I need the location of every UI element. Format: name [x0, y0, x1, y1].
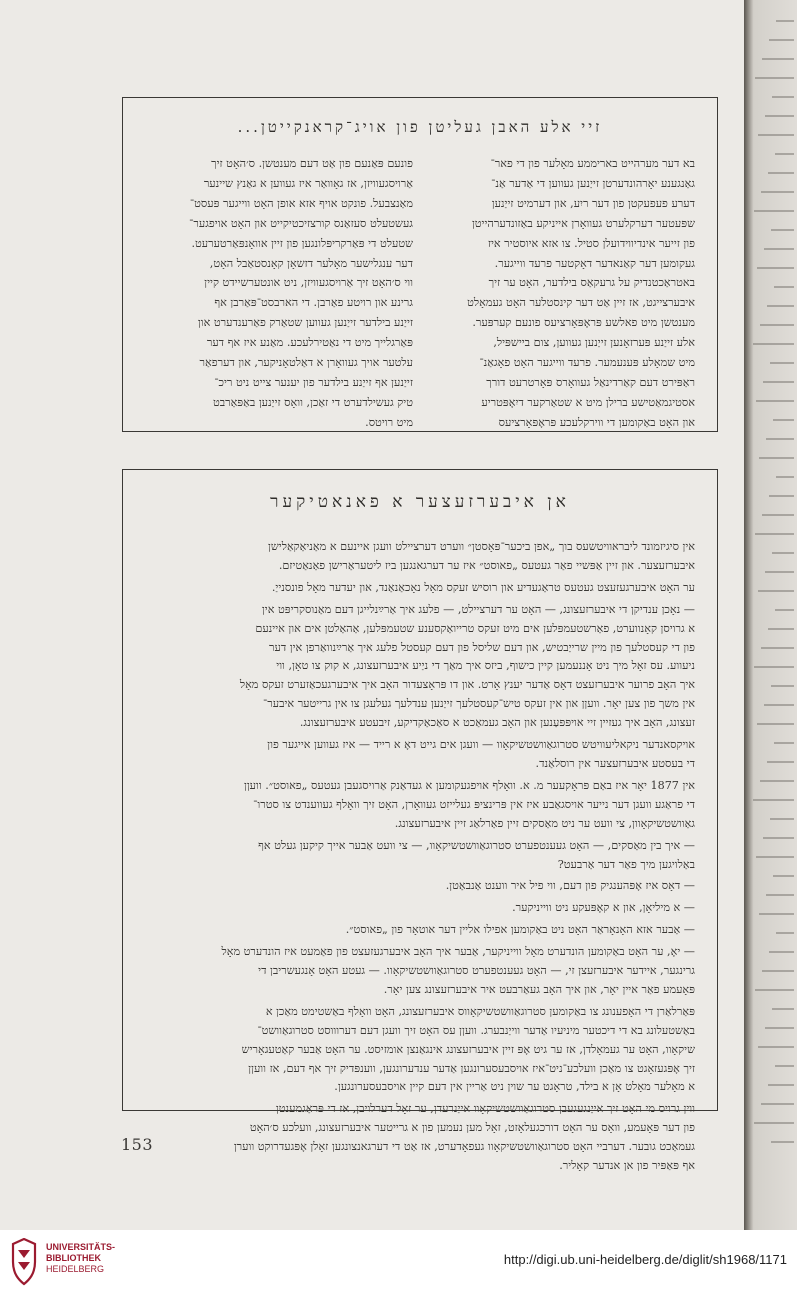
- text-line: פון דער פּאָעמע, וואָס ער האָט דורכגעלאָזט, זאָל מען נעמען פון א גרייטער איבערזעצונג, וועלכע ס׳האָט: [249, 1121, 695, 1135]
- text-line: שפּעטער דערקלערט געוואָרן אייניקע באַזונדערהייטן: [471, 216, 695, 230]
- article-box-top: [122, 97, 718, 432]
- text-column-left: [145, 154, 413, 433]
- adjacent-page-text-fragment: [773, 419, 794, 421]
- library-name-line3: HEIDELBERG: [46, 1264, 105, 1274]
- viewer-footer: [0, 1230, 797, 1296]
- text-line: און האָט באַקומען די ווירקלעכע פּראָפּאָרציעס: [498, 415, 695, 429]
- text-line: די פראַגע וועגן דער נייער אויסגאַבע איז אין פּרינציפּ געלייזט געוואָרן, האָט זיך וואָלף געווענדט צו סטרו־: [253, 797, 695, 811]
- article-body: [145, 538, 695, 1176]
- adjacent-page-text-fragment: [764, 704, 794, 706]
- adjacent-page-text-fragment: [760, 324, 794, 326]
- adjacent-page-edge: [744, 0, 797, 1230]
- adjacent-page-text-fragment: [764, 248, 794, 250]
- text-line: דער ענגלישער מאָלער דזשאָן קאָנסטאַבל האָט,: [209, 256, 413, 270]
- text-line: אף פּאַפּיר פון אן אנדער קאָליר.: [559, 1159, 695, 1173]
- adjacent-page-text-fragment: [775, 609, 794, 611]
- text-line: מענטשן מיט פאלשע פּראָפּאָרציעס פונעם קערפּער.: [472, 316, 695, 330]
- adjacent-page-text-fragment: [761, 647, 794, 649]
- adjacent-page-text-fragment: [754, 1122, 794, 1124]
- article-title-top: זיי אלע האבן געליטן פון אויג־קראנקייטן...: [237, 118, 603, 136]
- text-line: גאַנגענע יאָרהונדערטן זייַנען געווען די אַדער אַנ־: [491, 176, 695, 190]
- text-line: געשטעלט סעזאַנס קורצזיכטיקייט און האָט אויפגער־: [189, 216, 413, 230]
- text-line: מאַנצבעל. פונקט אויף אזא אופן האָט ווייגער פּעסט־: [189, 196, 413, 210]
- text-line: איבערצייגט, אז זיין אַט דער קינסטלער האָט געמאָלט: [467, 296, 695, 310]
- text-line: די בעסטע איבערזעצער אין רוסלאַנד.: [535, 756, 695, 770]
- adjacent-page-text-fragment: [755, 533, 794, 535]
- adjacent-page-text-fragment: [768, 172, 794, 174]
- text-line: געמאַכט גובער. דערביי האָט סטרוגאַוושטשיקאָוו געפאָדערט, אז אַט די דערגאנצונגען זאָלן אָפּגעדרוקט ווערן: [233, 1140, 695, 1154]
- adjacent-page-text-fragment: [759, 913, 794, 915]
- adjacent-page-text-fragment: [765, 1027, 794, 1029]
- adjacent-page-text-fragment: [771, 229, 794, 231]
- adjacent-page-text-fragment: [776, 476, 794, 478]
- adjacent-page-text-fragment: [763, 837, 794, 839]
- adjacent-page-text-fragment: [757, 723, 794, 725]
- text-line: גרינגער, איידער איבערזעצן זי, — האָט געענטפערט סטרוגאַוושטשיקאָוו. — געטע האָט אָנגעשריבן די: [258, 964, 695, 978]
- adjacent-page-text-fragment: [770, 362, 794, 364]
- adjacent-page-text-fragment: [776, 20, 794, 22]
- adjacent-page-text-fragment: [762, 970, 794, 972]
- adjacent-page-text-fragment: [775, 1065, 794, 1067]
- adjacent-page-text-fragment: [773, 875, 794, 877]
- adjacent-page-text-fragment: [767, 761, 794, 763]
- text-line: — יאָ, ער האָט באַקומען הונדערט מאָל ווייניקער, אַבער איך האָב איבערגעזעצט פון פאַמעט איז הונדערט מאָל: [221, 945, 695, 959]
- text-line: שיקאָוו, האָט ער געמאָלדן, אז ער גיט אָפּ זיין איבערזעצונג אינגאַנצן אומזיסט. ער האָט אַבער קאַטעגאָריש: [241, 1042, 695, 1056]
- text-line: אלע זייַנע פּערזאָנען זייַנען געווען, צום ביישפּיל,: [493, 336, 695, 350]
- text-line: זייַנע בילדער זייַנען געווען שטאַרק פאַרענדערט און: [197, 316, 413, 330]
- adjacent-page-text-fragment: [758, 1046, 794, 1048]
- adjacent-page-text-fragment: [755, 989, 794, 991]
- text-line: אין סיגיזמונד ליבראוויטשעס בוך „אפן ביכער־פּאָסטן״ ווערט דערציילט וועגן איינעם א מאַניאַקאַלישן: [268, 540, 695, 553]
- adjacent-page-text-fragment: [769, 951, 794, 953]
- adjacent-page-text-fragment: [772, 552, 794, 554]
- adjacent-page-text-fragment: [758, 134, 794, 136]
- text-line: אַרויסגעוויזן, אז גאָוואַר איז געווען א גאַנץ שיינער: [203, 176, 413, 190]
- text-line: — איך בין מאַסקים, — האָט געענטפערט סטרוגאַוושטשיקאָוו, — צי וועט אַבער אייך קיקען געלט אף: [258, 838, 695, 852]
- text-line: זעצונג, האָב איך געזיין זיי אויפּפּעַנען און האָב געמאַכט א סאַכאַקדיקע, זיבעטע איבערזעצונג.: [299, 716, 695, 730]
- adjacent-page-text-fragment: [761, 1103, 794, 1105]
- adjacent-page-text-fragment: [769, 495, 794, 497]
- text-line: זייַנען אף זייַנע בילדער פון יענער צייט ניט ריכ־: [214, 375, 413, 389]
- adjacent-page-text-fragment: [754, 210, 794, 212]
- adjacent-page-text-fragment: [762, 58, 794, 60]
- text-line: עלטער אויך געוואָרן א דאַלטאָניקער, און דערפאַר: [199, 356, 413, 370]
- text-line: איך האָב פרוער איבערזעצט דאָס אַדער יענץ אָרט. און דו פּראָצעדור האָב איך איבערגעכאַזערט זעקס מאָל: [239, 678, 695, 692]
- adjacent-page-text-fragment: [774, 286, 794, 288]
- adjacent-page-text-fragment: [756, 400, 794, 402]
- adjacent-page-text-fragment: [759, 457, 794, 459]
- text-line: געקומען דער קאַנאדער דאָקטער פרעד ווייגער.: [494, 256, 695, 270]
- adjacent-page-text-fragment: [768, 1084, 794, 1086]
- adjacent-page-text-fragment: [774, 742, 794, 744]
- adjacent-page-text-fragment: [758, 590, 794, 592]
- adjacent-page-text-fragment: [757, 267, 794, 269]
- text-column-right: [427, 154, 695, 433]
- adjacent-page-text-fragment: [753, 343, 794, 345]
- adjacent-page-text-fragment: [767, 305, 794, 307]
- adjacent-page-text-fragment: [768, 628, 794, 630]
- text-line: ראַפּירט דעם קאַרדינאַל געוואָרס פּאָרטרעט דורך: [486, 375, 695, 389]
- adjacent-page-text-fragment: [766, 894, 794, 896]
- adjacent-page-text-fragment: [765, 571, 794, 573]
- library-name-line1: UNIVERSITÄTS-: [46, 1242, 116, 1252]
- text-line: פון די קעסטלעך פון מיין שרייַבטיש, און דעם שליסל פון דעם קעסטל פלעג איך אַרײַנוואַרפן אין דער: [269, 640, 695, 654]
- adjacent-page-text-fragment: [753, 799, 794, 801]
- adjacent-page-text-fragment: [760, 780, 794, 782]
- text-line: — נאָכן ענדיקן די איבערזעצונג, — האָט ער דערציילט, — פלעג איך אַרײַנלייגן דעם מאַנוסקריפּט אין: [261, 602, 695, 616]
- text-line: מיט רויטס.: [365, 415, 413, 429]
- text-line: פון זייער אינדיווידועלן סטיל. צו אזא איוסטיר איז: [487, 236, 695, 250]
- text-line: פונעם פּאַנעם פון אַט דעם מענטשן. ס׳האָט זיך: [211, 157, 413, 170]
- text-line: איבערזעצער. און זיין אַפּשיי פאַר געטעס „פאוסט״ איז ער דערגאנגען ביז ליטעראַרישן פאַנאַטיזם.: [278, 558, 695, 572]
- page-number: 153: [121, 1135, 154, 1154]
- adjacent-page-text-fragment: [776, 932, 794, 934]
- adjacent-page-text-fragment: [772, 1008, 794, 1010]
- library-name-line2: BIBLIOTHEK: [46, 1253, 101, 1263]
- adjacent-page-text-fragment: [755, 77, 794, 79]
- adjacent-page-text-fragment: [769, 39, 794, 41]
- adjacent-page-text-fragment: [771, 685, 794, 687]
- text-line: א מאָלער מאָלט אָן א בילד, טראָגט ער שוין ניט אַריין אין דעם קיין אויסבעסערונגען.: [334, 1080, 695, 1094]
- text-line: פּאָעמע פאַר איין יאָר, און איך האָב געאַרבעט איר איבערזעצונג צען יאָר.: [383, 982, 695, 996]
- text-line: ער האָט איבערגעזעצט געטעס טראַגעדיע און רוסיש זעקס מאָל נאָכאַנאַנד, און יעדער מאָל פונסנייַ.: [271, 580, 695, 594]
- adjacent-page-text-fragment: [775, 153, 794, 155]
- adjacent-page-text-fragment: [762, 514, 794, 516]
- text-line: אסטיגמאַטישע ברילן מיט א שטאַרקער דיִאָפּטריע: [481, 395, 695, 409]
- adjacent-page-text-fragment: [763, 381, 794, 383]
- page-permalink[interactable]: http://digi.ub.uni-heidelberg.de/diglit/sh1968/1171: [503, 1252, 787, 1267]
- text-line: שטעלט די פּאַרקריפּלונגען פון זיין אוואָנפּאַרטערעט.: [191, 236, 413, 250]
- text-line: — דאָס איז אָפּהענגיק פון דעם, ווי פיל איר ווענט אַנבאַטן.: [445, 879, 695, 893]
- text-line: בא דער מערהייט באריממע מאָלער פון די פאר־: [490, 157, 695, 170]
- text-line: פּאַרגלייך מיט די נאַטירלעכע. מאַנע איז אף דער: [206, 336, 413, 350]
- text-line: ווי ס׳האָט זיך אַרויסגעוויזן, ניט אונטערשיידט קיין: [204, 276, 413, 290]
- adjacent-page-text-fragment: [770, 818, 794, 820]
- article-title-bottom: אן איבערזעצער א פאנאטיקער: [270, 492, 570, 512]
- text-line: באטראַכטנדיק על גרעקאַס בילדער, האָט ער זיך: [488, 276, 695, 290]
- university-library-logo-icon[interactable]: [9, 1238, 39, 1286]
- text-line: אין משך פון צען יאָר. וועןן און אין זעקס טיש־קעסטלעך זייַנען ענדלעך געלעגן צו אין גרייטער איבער־: [262, 697, 695, 711]
- text-line: מיט שמאָלע פּענעמער. פרעד ווייגער האָט פאָגאַנ־: [479, 356, 695, 370]
- text-line: דערע פעפעקטן פון דער ריִע, און דערמיט זייַנען: [491, 196, 695, 210]
- text-line: פּאַרלאַרן די האָפענונג צו באַקומען סטרוגאַוושטשיקאָווס איבערזעצונג, האָט וואָלף באַשטימט מאַכן א: [265, 1004, 695, 1018]
- text-line: אין 1877 יאָר איז באַם פּראָקעער מ. א. וואָלף אויפגעקומען א געדאַנק אַרויסגעבן געטעס „פאוסט״. וועןן: [243, 778, 695, 792]
- text-line: גאַוושטשיקאָוון, צי וועט ער ניט מאַסקים זיין פאַרלאַג זיין איבערזעצונג.: [394, 816, 695, 830]
- adjacent-page-text-fragment: [756, 856, 794, 858]
- text-line: באַלויגען מיך פאַר דער אַרבעט?: [557, 857, 695, 871]
- text-line: א גרויסן קאָנווערט, פאַרשטעמפּלען אים מיט זעקס טרייואַקסענע שטעמפּלען, אַהאַלטן אים און איינעם: [255, 621, 695, 635]
- text-line: זיך אָפּגעזאָגט צו מאַכן וועלכע־ניט־איז אויסבעסערונגען אַדער ענדערונגען, ווענפּדיק זיך אף דעם, אז וועןן: [248, 1061, 695, 1075]
- library-name[interactable]: [46, 1242, 115, 1275]
- text-line: באַשטעלונג בא די דיכטער מיניעיו אַדער ווייַנבערג. וועןן עס האָט זיך וועגן דעם דערוווסט סטרוגאַוושט־: [257, 1023, 695, 1037]
- adjacent-page-text-fragment: [761, 191, 794, 193]
- text-line: ווין גרויס מי האָט זיך אייַנגעגעבן סטרוגאַוושטשיקאָוו אייַנרעדן, ער זאָל דערלויבן, אז די פּראַגמענטן: [275, 1102, 695, 1116]
- text-line: אויקסאנדער ניקאליעוויטש סטרוגאַוושטשיקאָוו — וועגן אים גייט דאָ א רייד — איז געווען אייגער פון: [267, 738, 695, 752]
- text-line: — א מיליאָן, און א קאָפּעקע ניט ווייניקער.: [512, 901, 695, 915]
- adjacent-page-text-fragment: [766, 438, 794, 440]
- adjacent-page-text-fragment: [771, 1141, 794, 1143]
- text-line: — אַבער אזא האָנאָראַר האָט ניט באַקומען אפילו אליין דער אוטאָר פון „פאוסט״.: [345, 923, 695, 937]
- text-line: טיק געשילדערט די זאַכן, וואָס זייַנען באַפּאַרבט: [212, 395, 413, 409]
- text-line: גרינע און רויטע פאַרבן. די הארבסט־פּאַרבן אף: [214, 296, 413, 310]
- adjacent-page-text-fragment: [772, 96, 794, 98]
- adjacent-page-text-fragment: [765, 115, 794, 117]
- text-line: ניעווע. עס זאָל מיך ניט אָננעמען קיין כישוף, ביזס איך מאַך די ניַיע איבערזעצונג, א קוק צו טאָן, ווי: [276, 659, 695, 673]
- adjacent-page-text-fragment: [754, 666, 794, 668]
